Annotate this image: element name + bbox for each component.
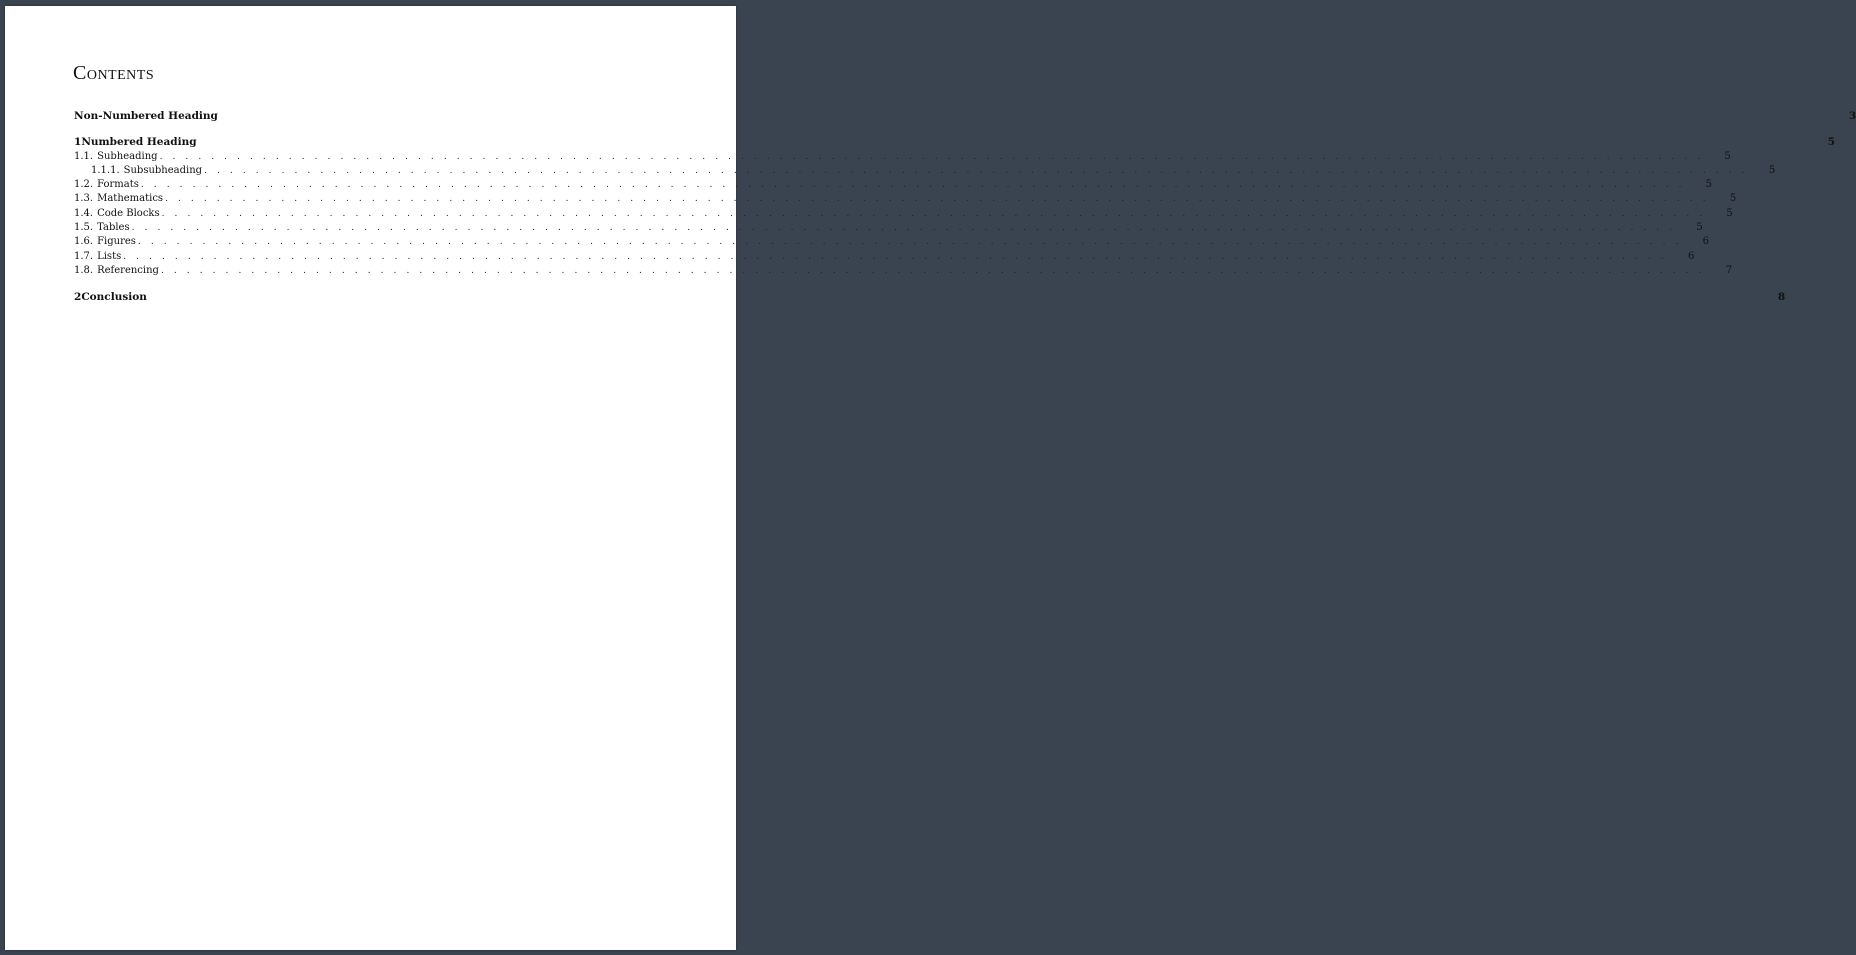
toc-entry-number: 1.1.1. xyxy=(91,164,120,176)
dot-leader: . . . . . . . . . . . . . . . . . . . . . . . . . . . . . . . . . . . . . . . . . . . . . . . . . . . . . . . . . . . . . . . . . . . . . . . . . . . . . . . . . . . . . . . . . . . . . . . . . . . . . . . . . . . . . . . . . . . . . . . . xyxy=(161,208,1706,219)
toc-entry-section[interactable] xyxy=(74,221,1703,235)
toc-entry-page-number: 5 xyxy=(1705,179,1713,191)
toc-entry-page-number: 6 xyxy=(1687,250,1695,262)
toc-entry-label: Formats xyxy=(97,179,139,191)
dot-leader: . . . . . . . . . . . . . . . . . . . . . . . . . . . . . . . . . . . . . . . . . . . . . . . . . . . . . . . . . . . . . . . . . . . . . . . . . . . . . . . . . . . . . . . . . . . . . . . . . . . . . . . . . . . . . . . . . . . . . . . . xyxy=(123,251,1668,262)
toc-entry-number: 1.2. xyxy=(74,179,94,191)
toc-entry-chapter[interactable] xyxy=(74,109,1856,123)
toc-entry-number: 1.4. xyxy=(74,207,94,219)
toc-entry-number: 1 xyxy=(74,136,82,149)
toc-entry-number: 1.7. xyxy=(74,250,94,262)
toc-entry-label: Non-Numbered Heading xyxy=(74,110,218,122)
toc-entry-label: Subsubheading xyxy=(123,164,203,176)
toc-entry-number: 1.1. xyxy=(74,150,94,162)
toc-entry-label: Conclusion xyxy=(81,291,147,304)
dot-leader: . . . . . . . . . . . . . . . . . . . . . . . . . . . . . . . . . . . . . . . . . . . . . . . . . . . . . . . . . . . . . . . . . . . . . . . . . . . . . . . . . . . . . . . . . . . . . . . . . . . . . . . . . . . . . . . . . . . . . . . . xyxy=(165,194,1710,205)
dot-leader: . . . . . . . . . . . . . . . . . . . . . . . . . . . . . . . . . . . . . . . . . . . . . . . . . . . . . . . . . . . . . . . . . . . . . . . . . . . . . . . . . . . . . . . . . . . . . . . . . . . . . . . . . . . . . . . . . . . . . . . . xyxy=(159,151,1704,162)
toc-entry-label: Lists xyxy=(97,250,122,262)
toc-entry-page-number: 5 xyxy=(1768,164,1776,176)
toc-entry-page-number: 3 xyxy=(1848,110,1856,122)
toc-entry-section[interactable] xyxy=(74,250,1695,264)
toc-entry-label: Figures xyxy=(97,236,136,248)
toc-entry-label: Tables xyxy=(97,222,130,234)
table-of-contents xyxy=(74,109,1856,305)
toc-entry-page-number: 5 xyxy=(1696,222,1703,234)
toc-entry-subsection[interactable] xyxy=(74,164,1776,178)
toc-entry-section[interactable] xyxy=(74,264,1733,278)
toc-entry-section[interactable] xyxy=(74,207,1733,221)
toc-entry-page-number: 5 xyxy=(1729,193,1737,205)
toc-entry-number: 1.5. xyxy=(74,222,94,234)
toc-entry-number: 2 xyxy=(74,291,82,304)
toc-entry-label: Subheading xyxy=(97,150,158,162)
toc-entry-number: 1.6. xyxy=(74,236,94,248)
toc-entry-label: Code Blocks xyxy=(97,207,160,219)
toc-entry-section[interactable] xyxy=(74,150,1731,164)
toc-entry-page-number: 7 xyxy=(1725,264,1733,276)
dot-leader: . . . . . . . . . . . . . . . . . . . . . . . . . . . . . . . . . . . . . . . . . . . . . . . . . . . . . . . . . . . . . . . . . . . . . . . . . . . . . . . . . . . . . . . . . . . . . . . . . . . . . . . . . . . . . . . . . . . . . . . . xyxy=(140,180,1686,191)
toc-entry-page-number: 8 xyxy=(1777,291,1786,304)
toc-entry-page-number: 5 xyxy=(1726,207,1733,219)
toc-entry-label: Mathematics xyxy=(97,193,164,205)
dot-leader: . . . . . . . . . . . . . . . . . . . . . . . . . . . . . . . . . . . . . . . . . . . . . . . . . . . . . . . . . . . . . . . . . . . . . . . . . . . . . . . . . . . . . . . . . . . . . . . . . . . . . . . . . . . . . . . . . . . . . . . . xyxy=(160,265,1706,276)
toc-entry-section[interactable] xyxy=(74,178,1713,192)
toc-entry-number: 1.8. xyxy=(74,264,94,276)
toc-entry-page-number: 6 xyxy=(1702,236,1710,248)
toc-entry-number: 1.3. xyxy=(74,193,94,205)
toc-entry-section[interactable] xyxy=(74,192,1737,206)
document-page xyxy=(5,6,1856,950)
dot-leader: . . . . . . . . . . . . . . . . . . . . . . . . . . . . . . . . . . . . . . . . . . . . . . . . . . . . . . . . . . . . . . . . . . . . . . . . . . . . . . . . . . . . . . . . . . . . . . . . . . . . . . . . . . . . . . . . . . . . . . . . xyxy=(131,223,1676,234)
toc-entry-section[interactable] xyxy=(74,235,1710,249)
dot-leader: . . . . . . . . . . . . . . . . . . . . . . . . . . . . . . . . . . . . . . . . . . . . . . . . . . . . . . . . . . . . . . . . . . . . . . . . . . . . . . . . . . . . . . . . . . . . . . . . . . . . . . . . . . . . . . . . . . . . . . . . xyxy=(137,237,1683,248)
dot-leader: . . . . . . . . . . . . . . . . . . . . . . . . . . . . . . . . . . . . . . . . . . . . . . . . . . . . . . . . . . . . . . . . . . . . . . . . . . . . . . . . . . . . . . . . . . . . . . . . . . . . . . . . . . . . . . . . . . . . . . . . xyxy=(204,165,1749,176)
toc-entry-page-number: 5 xyxy=(1827,136,1835,149)
toc-entry-chapter[interactable] xyxy=(74,290,1786,304)
toc-entry-label: Numbered Heading xyxy=(81,136,197,149)
toc-entry-page-number: 5 xyxy=(1724,150,1731,162)
toc-entry-label: Referencing xyxy=(97,264,159,276)
toc-title: Contents xyxy=(73,62,155,84)
toc-entry-chapter[interactable] xyxy=(74,135,1835,149)
